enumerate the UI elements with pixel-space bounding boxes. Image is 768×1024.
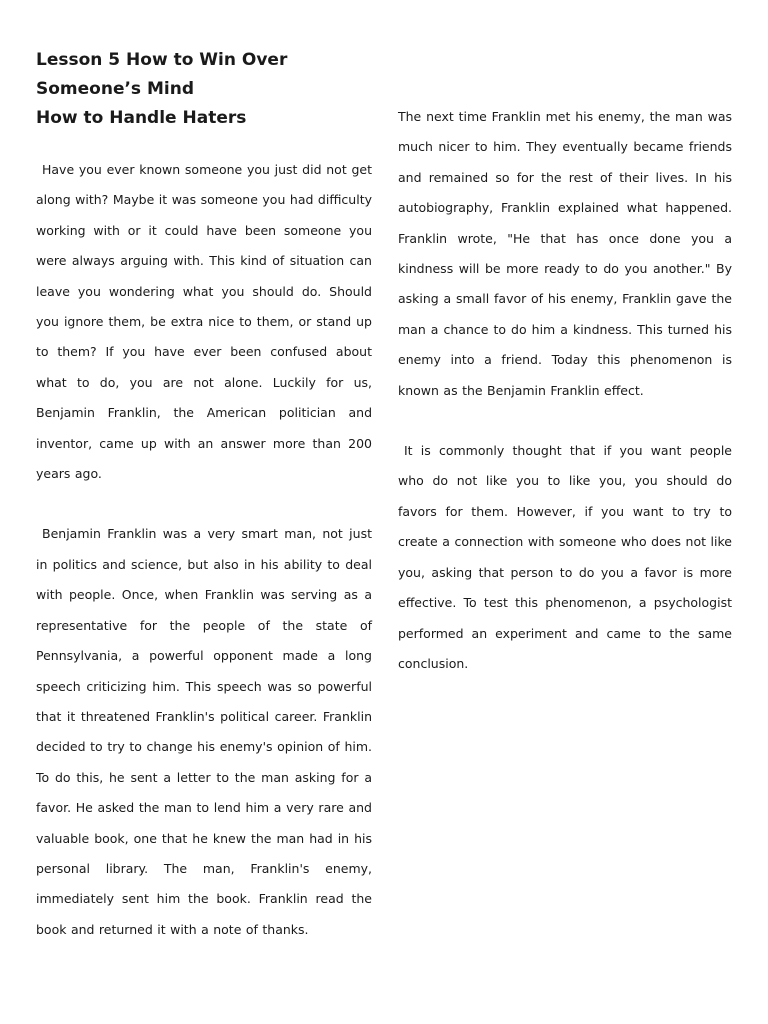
paragraph-franklin-effect: The next time Franklin met his enemy, the man was much nicer to him. They eventually became friends and remained so for the rest of their lives. In his autobiography, Franklin explained what happened. Franklin wrote, "He that has once done you a kindness will be more ready to do you another." By asking a small favor of his enemy, Franklin gave the man a chance to do him a kindness. This turned his enemy into a friend. Today this phenomenon is known as the Benjamin Franklin effect.: [398, 109, 732, 398]
paragraph-favor-conclusion: It is commonly thought that if you want people who do not like you to like you, you should do favors for them. However, if you want to try to create a connection with someone who does not like you, asking that person to do you a favor is more effective. To test this phenomenon, a psychologist performed an experiment and came to the same conclusion.: [398, 443, 732, 671]
left-column: [36, 46, 372, 975]
title-line: Lesson 5 How to Win Over: [36, 50, 288, 70]
right-column: [398, 102, 732, 709]
paragraph-franklin-story: Benjamin Franklin was a very smart man, not just in politics and science, but also in his ability to deal with people. Once, when Franklin was serving as a representative for the people of the state of Pennsylvania, a powerful opponent made a long speech criticizing him. This speech was so powerful that it threatened Franklin's political career. Franklin decided to try to change his enemy's opinion of him. To do this, he sent a letter to the man asking for a favor. He asked the man to lend him a very rare and valuable book, one that he knew the man had in his personal library. The man, Franklin's enemy, immediately sent him the book. Franklin read the book and returned it with a note of thanks.: [36, 526, 372, 937]
title-line: Someone’s Mind: [36, 79, 194, 99]
lesson-title: [36, 46, 372, 133]
subtitle-line: How to Handle Haters: [36, 108, 247, 128]
paragraph-intro: Have you ever known someone you just did not get along with? Maybe it was someone you had difficulty working with or it could have been someone you were always arguing with. This kind of situation can leave you wondering what you should do. Should you ignore them, be extra nice to them, or stand up to them? If you have ever been confused about what to do, you are not alone. Luckily for us, Benjamin Franklin, the American politician and inventor, came up with an answer more than 200 years ago.: [36, 162, 372, 482]
